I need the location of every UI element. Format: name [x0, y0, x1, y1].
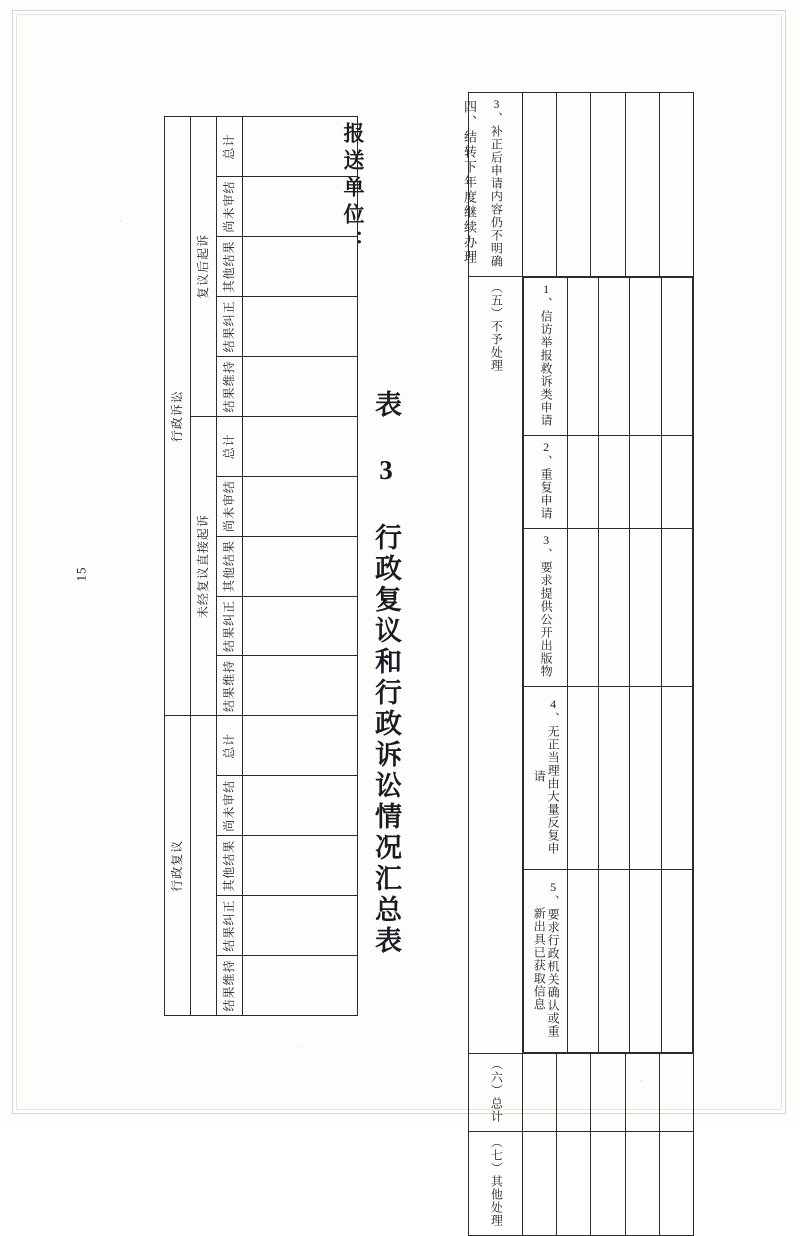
sub-label: 3、要求提供公开出版物: [539, 533, 554, 678]
table-row: [524, 687, 693, 870]
col-header: 其他结果: [217, 836, 243, 896]
row-label-cell: [469, 93, 523, 277]
data-cell[interactable]: [243, 177, 358, 237]
row-label-cell: [469, 277, 523, 1054]
sub-label-cell: [524, 436, 568, 529]
data-cell[interactable]: [243, 536, 358, 596]
data-cell[interactable]: [523, 1054, 557, 1132]
sub-label: 4、无正当理由大量反复申请: [532, 697, 561, 855]
data-cell[interactable]: [661, 278, 692, 436]
subgroup-spacer: [191, 716, 217, 1016]
table-row: [469, 277, 694, 1054]
data-cell[interactable]: [243, 776, 358, 836]
data-cell[interactable]: [243, 896, 358, 956]
data-cell[interactable]: [557, 93, 591, 277]
row-label-cell: [469, 1132, 523, 1236]
data-cell[interactable]: [598, 436, 629, 529]
data-cell[interactable]: [567, 436, 598, 529]
paper-speck: [120, 220, 122, 222]
data-cell[interactable]: [625, 1054, 659, 1132]
data-cell[interactable]: [243, 596, 358, 656]
data-cell[interactable]: [630, 436, 661, 529]
data-cell[interactable]: [243, 416, 358, 476]
data-cell[interactable]: [591, 1054, 625, 1132]
data-cell[interactable]: [567, 529, 598, 687]
data-cell[interactable]: [630, 687, 661, 870]
row-label: （七）其他处理: [489, 1136, 504, 1227]
data-cell[interactable]: [659, 1132, 693, 1236]
sub-label-cell: [524, 870, 568, 1053]
data-cell[interactable]: [661, 687, 692, 870]
table-row: [469, 1054, 694, 1132]
data-cell[interactable]: [659, 1054, 693, 1132]
page-title: 表 3 行政复议和行政诉讼情况汇总表: [371, 390, 401, 957]
data-cell[interactable]: [661, 529, 692, 687]
sub-label-cell: [524, 529, 568, 687]
col-header: 结果维持: [217, 956, 243, 1016]
data-cell[interactable]: [243, 656, 358, 716]
table-row: [524, 278, 693, 436]
data-cell[interactable]: [567, 870, 598, 1053]
row-label-cell: [469, 1054, 523, 1132]
data-cell[interactable]: [243, 476, 358, 536]
note-section-four: 四、结转下年度继续办理: [462, 100, 477, 265]
data-cell[interactable]: [243, 716, 358, 776]
page-number: [74, 566, 89, 582]
col-header: 总计: [217, 416, 243, 476]
col-header: 结果维持: [217, 656, 243, 716]
data-cell[interactable]: [598, 278, 629, 436]
table-column-header-row: [217, 117, 243, 1016]
col-header: 其他结果: [217, 237, 243, 297]
data-cell[interactable]: [243, 117, 358, 177]
sub-label-cell: [524, 278, 568, 436]
sub-label: 2、重复申请: [539, 440, 554, 520]
col-header: 尚未审结: [217, 177, 243, 237]
sub-label: 5、要求行政机关确认或重新出具已获取信息: [532, 880, 561, 1038]
page-number-text: 15: [73, 566, 89, 582]
data-cell[interactable]: [567, 687, 598, 870]
report-unit-label: 报送单位：: [341, 122, 365, 257]
col-header: 总计: [217, 716, 243, 776]
col-header: 结果纠正: [217, 896, 243, 956]
col-header: 结果维持: [217, 356, 243, 416]
table-group-header-row: [165, 117, 191, 1016]
data-cell[interactable]: [243, 836, 358, 896]
table-row: [243, 117, 358, 1016]
data-cell[interactable]: [661, 436, 692, 529]
summary-table: [164, 116, 358, 1016]
col-header: 尚未审结: [217, 476, 243, 536]
handling-table: [468, 92, 694, 1236]
table-row: [524, 529, 693, 687]
data-cell[interactable]: [591, 1132, 625, 1236]
data-cell[interactable]: [598, 687, 629, 870]
table-row: [469, 1132, 694, 1236]
row-label: （五）不予处理: [489, 281, 504, 372]
data-cell[interactable]: [243, 296, 358, 356]
data-cell[interactable]: [598, 870, 629, 1053]
data-cell[interactable]: [625, 1132, 659, 1236]
sub-label-cell: [524, 687, 568, 870]
data-cell[interactable]: [567, 278, 598, 436]
data-cell[interactable]: [659, 93, 693, 277]
table-row: [469, 93, 694, 277]
group-header-admin-litigation: 行政诉讼: [165, 117, 191, 716]
data-cell[interactable]: [523, 1132, 557, 1236]
data-cell[interactable]: [557, 1054, 591, 1132]
subgroup-direct-suit: 未经复议直接起诉: [191, 416, 217, 716]
application-handling-table: [468, 92, 694, 1227]
table-row: [524, 870, 693, 1053]
data-cell[interactable]: [243, 356, 358, 416]
data-cell[interactable]: [630, 529, 661, 687]
data-cell[interactable]: [243, 237, 358, 297]
col-header: 结果纠正: [217, 296, 243, 356]
col-header: 总计: [217, 117, 243, 177]
row-label: 3、补正后申请内容仍不明确: [489, 97, 504, 268]
table-row: [524, 436, 693, 529]
subgroup-after-review: 复议后起诉: [191, 117, 217, 417]
data-cell[interactable]: [598, 529, 629, 687]
col-header: 尚未审结: [217, 776, 243, 836]
col-header: 结果纠正: [217, 596, 243, 656]
data-cell[interactable]: [630, 870, 661, 1053]
sub-label: 1、信访举报救诉类申请: [539, 282, 554, 427]
data-cell[interactable]: [591, 93, 625, 277]
subrows-container: [523, 277, 694, 1054]
summary-table-container: [164, 116, 432, 1016]
col-header: 其他结果: [217, 536, 243, 596]
data-cell[interactable]: [630, 278, 661, 436]
row-label: （六）总计: [489, 1058, 504, 1123]
table-subgroup-header-row: [191, 117, 217, 1016]
data-cell[interactable]: [625, 93, 659, 277]
data-cell[interactable]: [523, 93, 557, 277]
paper-speck: [300, 1045, 302, 1047]
data-cell[interactable]: [661, 870, 692, 1053]
data-cell[interactable]: [243, 956, 358, 1016]
group-header-admin-review: 行政复议: [165, 716, 191, 1016]
data-cell[interactable]: [557, 1132, 591, 1236]
